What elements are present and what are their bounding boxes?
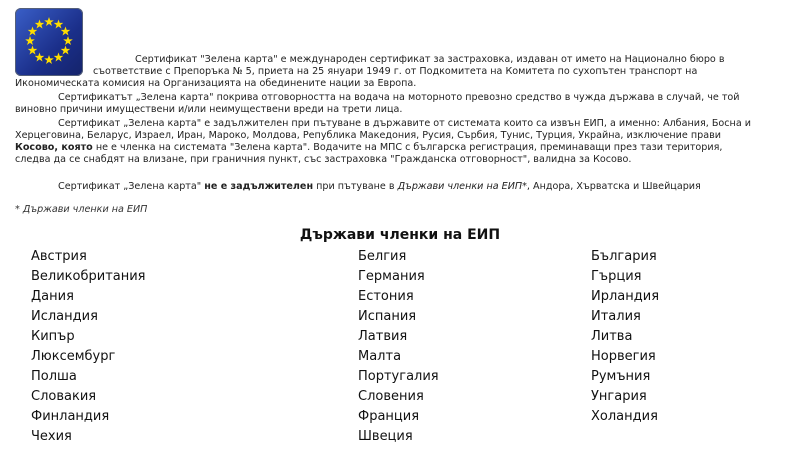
country-item: Унгария [591,389,647,404]
country-item: Естония [358,289,414,304]
country-item: Белгия [358,249,407,264]
country-item: Кипър [31,329,75,344]
country-item: Португалия [358,369,439,384]
country-item: България [591,249,657,264]
countries-column-1 [31,247,146,447]
intro-paragraph-2 [15,92,740,116]
intro-p1-line-1: Сертификат "Зелена карта" е международен сертификат за застраховка, издаван от името на Национално бюро в [135,54,725,65]
country-item: Малта [358,349,402,364]
intro-paragraph-1 [15,54,724,90]
country-item: Словакия [31,389,97,404]
intro-p4-end: *, Андора, Хърватска и Швейцария [522,181,701,192]
country-item: Полша [31,369,77,384]
country-item: Финландия [31,409,110,424]
intro-p3-line-1: Сертификат „Зелена карта" е задължителен при пътуване в държавите от системата които са извън ЕИП, а именно: Албания, Босна и [58,118,751,129]
eea-footnote: * Държави членки на ЕИП [15,204,148,215]
not-mandatory-bold-text: не е задължителен [204,181,314,192]
country-item: Германия [358,269,425,284]
intro-p3-line-2: Херцеговина, Беларус, Израел, Иран, Мароко, Молдова, Република Македония, Русия, Сърбия, Тунис, Турция, Украйна, изключение прави [15,130,721,141]
intro-paragraph-3 [15,118,751,166]
country-item: Словения [358,389,424,404]
country-item: Латвия [358,329,408,344]
country-item: Дания [31,289,74,304]
country-item: Люксембург [31,349,116,364]
kosovo-bold-text: Косово, която [15,142,93,153]
country-item: Испания [358,309,417,324]
country-item: Австрия [31,249,87,264]
country-item: Румъния [591,369,651,384]
countries-column-3 [591,247,659,427]
intro-p4-mid: при пътуване в [313,181,398,192]
intro-paragraph-4 [15,181,701,193]
country-item: Чехия [31,429,72,444]
country-item: Ирландия [591,289,660,304]
country-item: Холандия [591,409,658,424]
country-item: Исландия [31,309,98,324]
country-item: Италия [591,309,641,324]
country-item: Франция [358,409,420,424]
country-item: Литва [591,329,633,344]
intro-p2-line-2: виновно причини имуществени и/или неимуществени вреди на трети лица. [15,104,403,115]
intro-p3-line-3-rest: не е членка на системата "Зелена карта". Водачите на МПС с българска регистрация, преминаващи през тази територия, [92,142,723,153]
eea-countries-heading: Държави членки на ЕИП [299,227,501,243]
country-item: Гърция [591,269,642,284]
country-item: Великобритания [31,269,146,284]
intro-p1-line-2: съответствие с Препоръка № 5, приета на 25 януари 1949 г. от Подкомитета на Комитета по сухопътен транспорт на [93,66,698,77]
intro-p3-line-4: следва да се снабдят на влизане, при граничния пункт, със застраховка "Гражданска отговорност", валидна за Косово. [15,154,632,165]
country-item: Швеция [358,429,413,444]
intro-p4-line [15,181,701,193]
countries-column-2 [358,247,439,447]
intro-p1-line-3: Икономическата комисия на Организацията на обединените нации за Европа. [15,78,417,89]
country-item: Норвегия [591,349,656,364]
eea-italic-text: Държави членки на ЕИП [397,181,523,192]
intro-p2-line-1: Сертификатът „Зелена карта" покрива отговорността на водача на моторното превозно средство в чужда държава в случай, че той [58,92,740,103]
intro-p3-line-3 [15,142,751,154]
intro-p4-start: Сертификат „Зелена карта" [58,181,205,192]
